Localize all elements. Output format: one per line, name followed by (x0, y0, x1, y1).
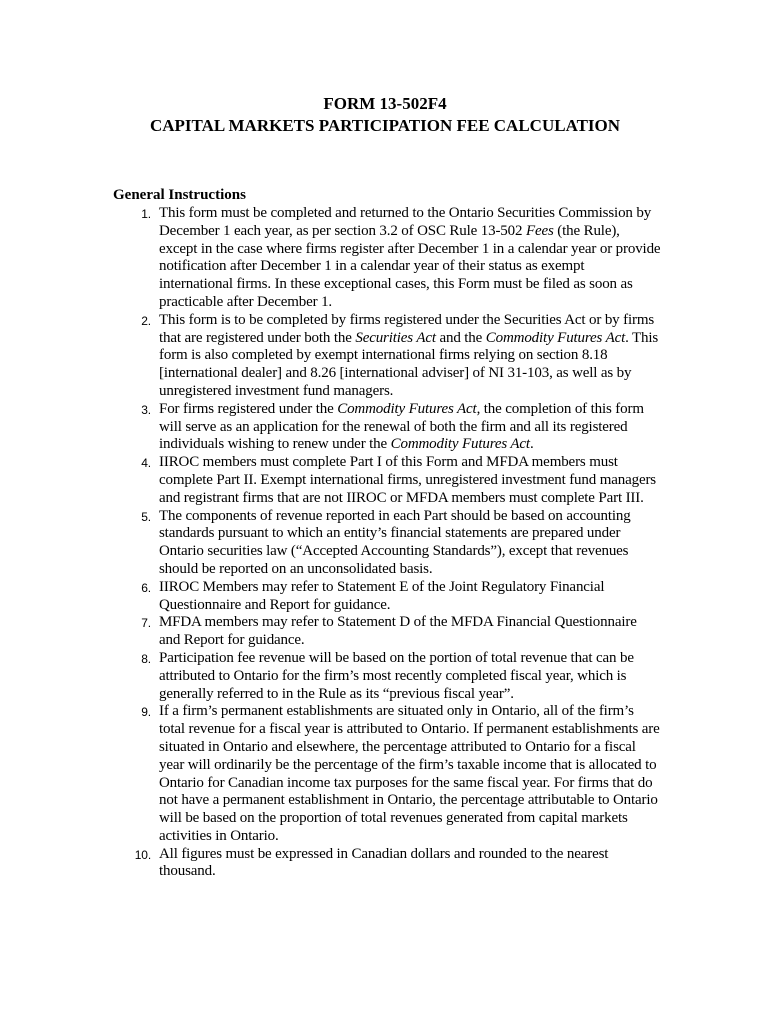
instruction-text-segment: . This form is also completed by exempt international firms relying on section 8.18 [international dealer] and 8.26 [international adviser] of NI 31-103, as well as by unregistered investment fund managers. (159, 329, 659, 399)
instruction-item (113, 312, 661, 401)
instruction-number: 1. (141, 207, 151, 221)
instruction-text-segment: The components of revenue reported in each Part should be based on accounting standards pursuant to which an entity’s financial statements are prepared under Ontario securities law (“Accepted Accounting Standards”), except that revenues should be reported on an unconsolidated basis. (159, 507, 631, 577)
instruction-text-segment: For firms registered under the (159, 400, 338, 417)
instruction-text (159, 401, 661, 454)
instruction-text-segment: IIROC members must complete Part I of this Form and MFDA members must complete Part II. Exempt international firms, unregistered investment fund managers and registrant firms that are not IIROC or MFDA members must complete Part III. (159, 454, 656, 506)
instruction-text (159, 454, 661, 507)
instruction-text-segment: Participation fee revenue will be based on the portion of total revenue that can be attributed to Ontario for the firm’s most recently completed fiscal year, which is generally referred to in the Rule as its “previous fiscal year”. (159, 649, 634, 702)
instruction-number: 5. (141, 509, 151, 524)
form-number: FORM 13-502F4 (323, 94, 447, 113)
instruction-text (159, 650, 661, 703)
instruction-text (159, 846, 661, 882)
instruction-text-italic: Fees (525, 222, 554, 239)
instruction-text (159, 614, 661, 650)
instruction-number: 7. (141, 616, 151, 631)
instruction-text-italic: Securities Act (355, 329, 436, 346)
instruction-item (113, 205, 661, 312)
instruction-text (159, 703, 661, 845)
instruction-text-italic: Commodity Futures Act (337, 400, 477, 417)
instruction-number: 2. (141, 313, 151, 328)
instruction-number: 9. (141, 705, 151, 720)
instruction-text-segment: (the Rule), except in the case where firms register after December 1 in a calendar year or provide notification after December 1 in a calendar year of their status as exempt international firms. In these exceptional cases, this Form must be filed as soon as practicable after December 1. (159, 222, 661, 310)
instruction-item (113, 401, 661, 454)
instruction-number: 10. (134, 847, 151, 862)
instruction-item (113, 579, 661, 615)
instruction-text-segment: IIROC Members may refer to Statement E of the Joint Regulatory Financial Questionnaire and Report for guidance. (159, 578, 605, 613)
form-title-block (0, 93, 770, 137)
section-heading-general-instructions: General Instructions (113, 187, 246, 203)
form-title: CAPITAL MARKETS PARTICIPATION FEE CALCULATION (149, 116, 621, 135)
instruction-item (113, 650, 661, 703)
instruction-number: 6. (141, 580, 151, 595)
instruction-item (113, 454, 661, 507)
instruction-text-segment: All figures must be expressed in Canadian dollars and rounded to the nearest thousand. (159, 845, 609, 880)
instruction-text (159, 312, 661, 401)
instruction-text-italic: Commodity Futures Act (390, 436, 530, 453)
instruction-text-segment: MFDA members may refer to Statement D of the MFDA Financial Questionnaire and Report for guidance. (159, 614, 637, 649)
instruction-text-italic: Commodity Futures Act (485, 329, 626, 346)
instruction-text (159, 508, 661, 579)
instruction-text (159, 579, 661, 615)
instruction-item (113, 846, 661, 882)
instruction-text-segment: , the completion of this form will serve as an application for the renewal of both the firm and all its registered individuals wishing to renew under the (159, 400, 644, 453)
instruction-text (159, 205, 661, 312)
instruction-item (113, 508, 661, 579)
instructions-list (113, 205, 661, 881)
instruction-text-segment: If a firm’s permanent establishments are situated only in Ontario, all of the firm’s total revenue for a fiscal year is attributed to Ontario. If permanent establishments are situated in Ontario and elsewhere, the percentage attributed to Ontario for a fiscal year will ordinarily be the percentage of the firm’s taxable income that is allocated to Ontario for Canadian income tax purposes for the same fiscal year. For firms that do not have a permanent establishment in Ontario, the percentage attributable to Ontario will be based on the proportion of total revenues generated from capital markets activities in Ontario. (159, 703, 660, 844)
instruction-number: 3. (141, 402, 151, 417)
instruction-text-segment: and the (435, 329, 486, 346)
instruction-item (113, 614, 661, 650)
instruction-number: 4. (141, 456, 151, 471)
instruction-text-segment: This form is to be completed by firms registered under the Securities Act or by firms that are registered under both the (159, 311, 655, 346)
instruction-item (113, 703, 661, 845)
instruction-number: 8. (141, 651, 151, 666)
instruction-text-segment: . (529, 436, 534, 453)
instruction-text-segment: This form must be completed and returned to the Ontario Securities Commission by December 1 each year, as per section 3.2 of OSC Rule 13-502 (159, 205, 652, 239)
